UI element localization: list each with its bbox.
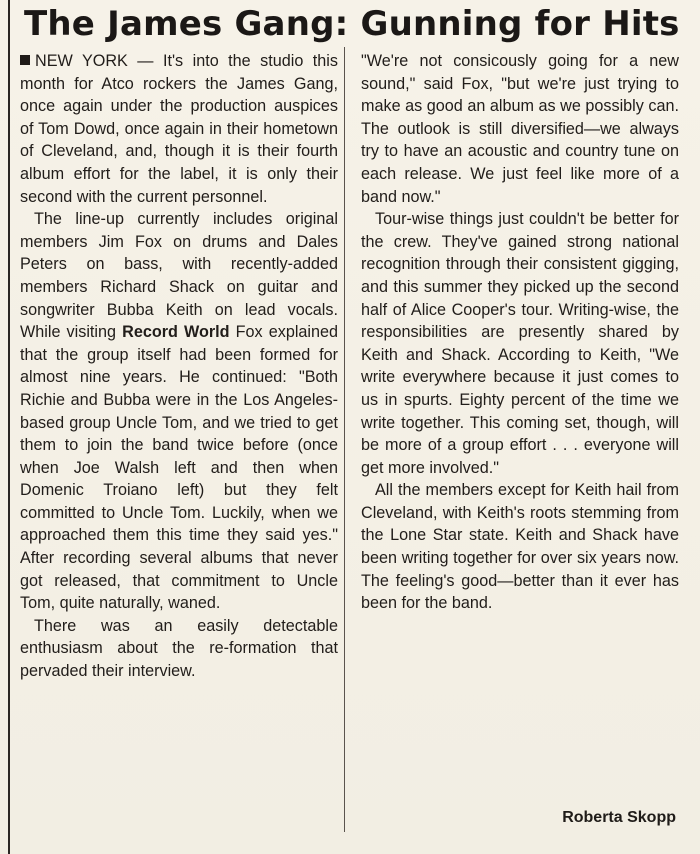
publication-name: Record World (122, 323, 230, 342)
column-divider (344, 47, 345, 832)
article-paragraph-2 (20, 208, 338, 615)
page-edge-rule (8, 0, 10, 854)
bullet-square-icon (20, 55, 30, 65)
author-byline: Roberta Skopp (562, 809, 676, 826)
article-right-column (361, 50, 679, 615)
article-paragraph-3: There was an easily detectable enthusiasm about the re-formation that pervaded their interview. (20, 616, 338, 681)
article-paragraph-5: All the members except for Keith hail from Cleveland, with Keith's roots stemming from the Lone Star state. Keith and Shack have been writing together for over six years now. The feeling's good—better than it ever has been for the band. (361, 481, 679, 613)
paragraph-1-text: It's into the studio this month for Atco rockers the James Gang, once again under the production auspices of Tom Dowd, once again in their hometown of Cleveland, and, though it is their fourth album effort for the label, it is only their second with the current personnel. (20, 52, 338, 206)
article-paragraph-1 (20, 50, 338, 208)
article-headline: The James Gang: Gunning for Hits (24, 4, 680, 44)
article-paragraph-3-continued: "We're not consicously going for a new sound," said Fox, "but we're just trying to make as good an album as we possibly can. The outlook is still diversified—we always try to have an acoustic and country tune on each release. We just feel like more of a band now." (361, 52, 679, 206)
paragraph-2-text-b: Fox explained that the group itself had been formed for almost nine years. He continued: "Both Richie and Bubba were in the Los Angeles-based group Uncle Tom, and we tried to get them to join the band twice before (once when Joe Walsh left and then when Domenic Troiano left) but they felt committed to Uncle Tom. Luckily, when we approached them this time they said yes." After recording several albums that never got released, that commitment to Uncle Tom, quite naturally, waned. (20, 323, 339, 613)
article-left-column (20, 50, 338, 683)
article-paragraph-4: Tour-wise things just couldn't be better for the crew. They've gained strong national recognition through their consistent gigging, and this summer they picked up the second half of Alice Cooper's tour. Writing-wise, the responsibilities are presently shared by Keith and Shack. According to Keith, "We write everywhere because it just comes to us in spurts. Eighty percent of the time we write together. This coming set, though, will be more of a group effort . . . everyone will get more involved." (361, 210, 679, 477)
dateline: NEW YORK — (35, 52, 154, 70)
paragraph-2-text-a: The line-up currently includes original members Jim Fox on drums and Dales Peters on bass, with recently-added members Richard Shack on guitar and songwriter Bubba Keith on lead vocals. While visiting (20, 210, 338, 342)
